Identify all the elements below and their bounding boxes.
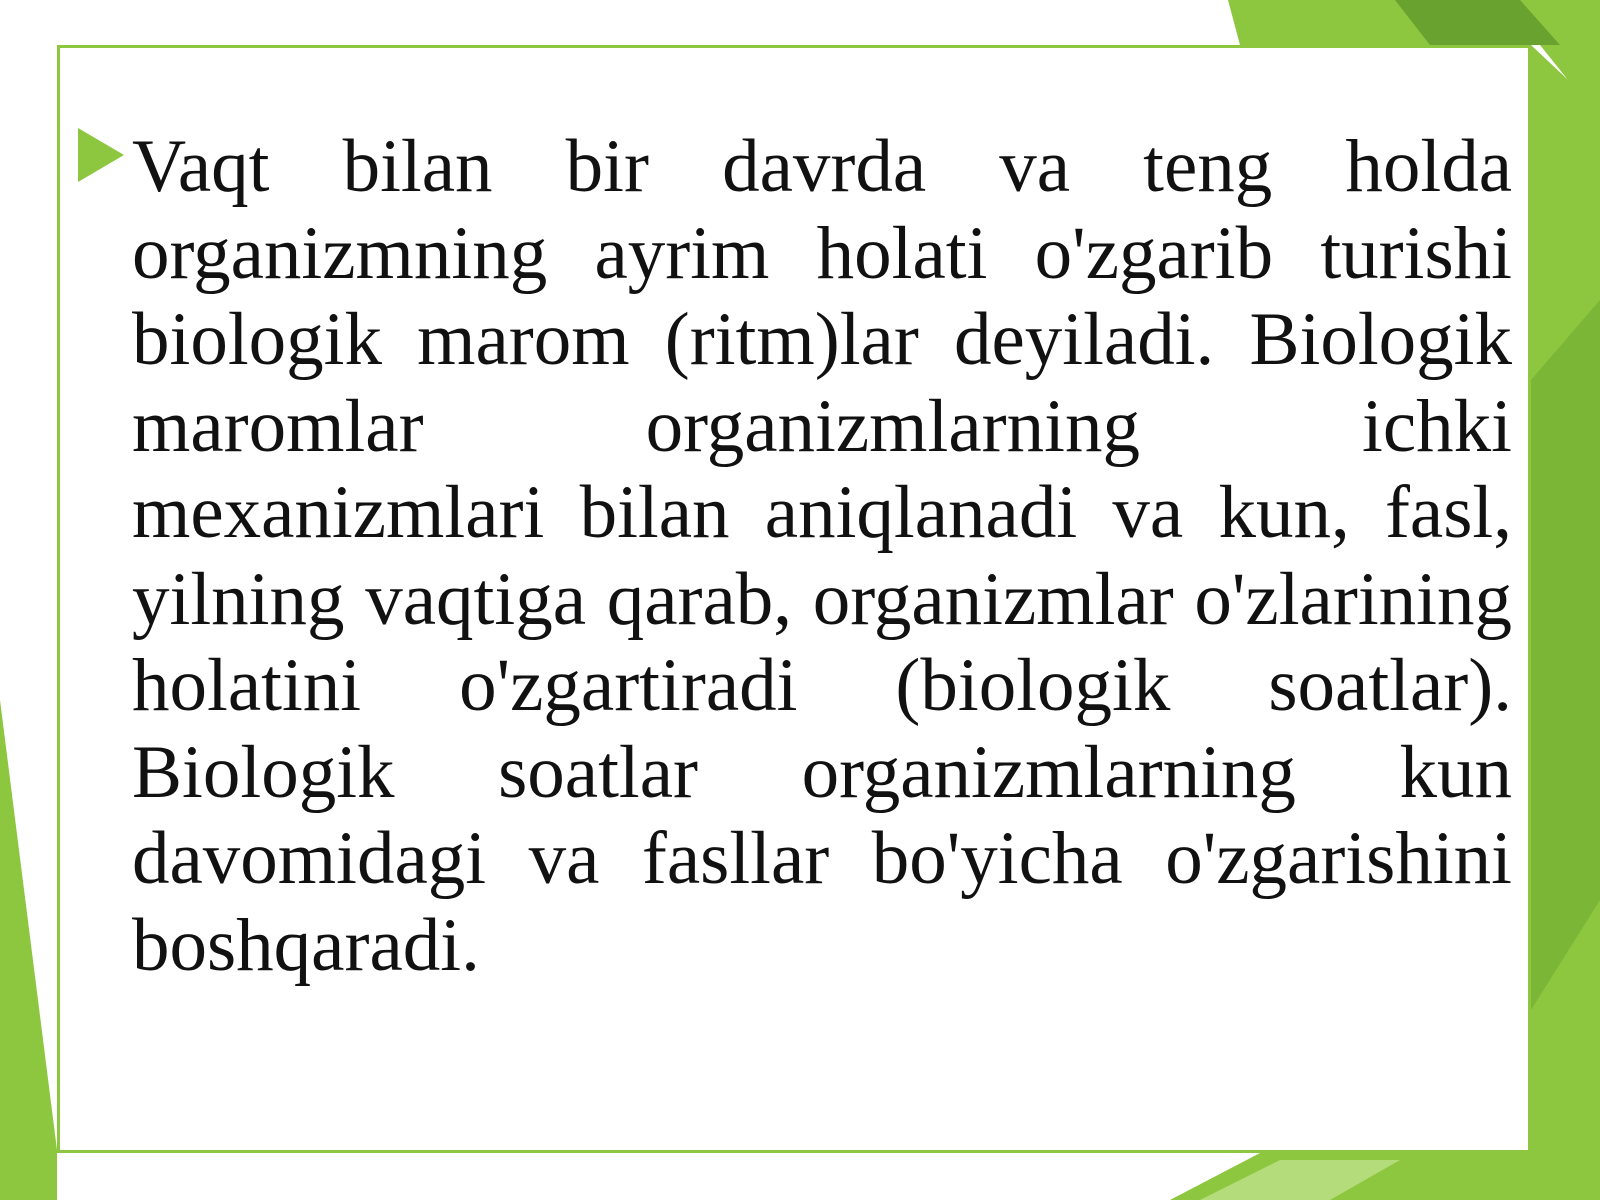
right-side-dark-shape [1531,300,1600,1010]
left-side-green-shape [0,700,57,1200]
green-triangle-bullet-icon [78,128,124,182]
slide-paragraph: Vaqt bilan bir davrda va teng holda organizmning ayrim holati o'zgarib turishi biologik marom (ritm)lar deyiladi. Biologik maromlar organizmlarning ichki mexanizmlari bilan aniqlanadi va kun, fasl, yilning vaqtiga qarab, organizmlar o'zlarining holatini o'zgartiradi (biologik soatlar). Biologik soatlar organizmlarning kun davomidagi va fasllar bo'yicha o'zgarishini boshqaradi. [132,125,1512,987]
